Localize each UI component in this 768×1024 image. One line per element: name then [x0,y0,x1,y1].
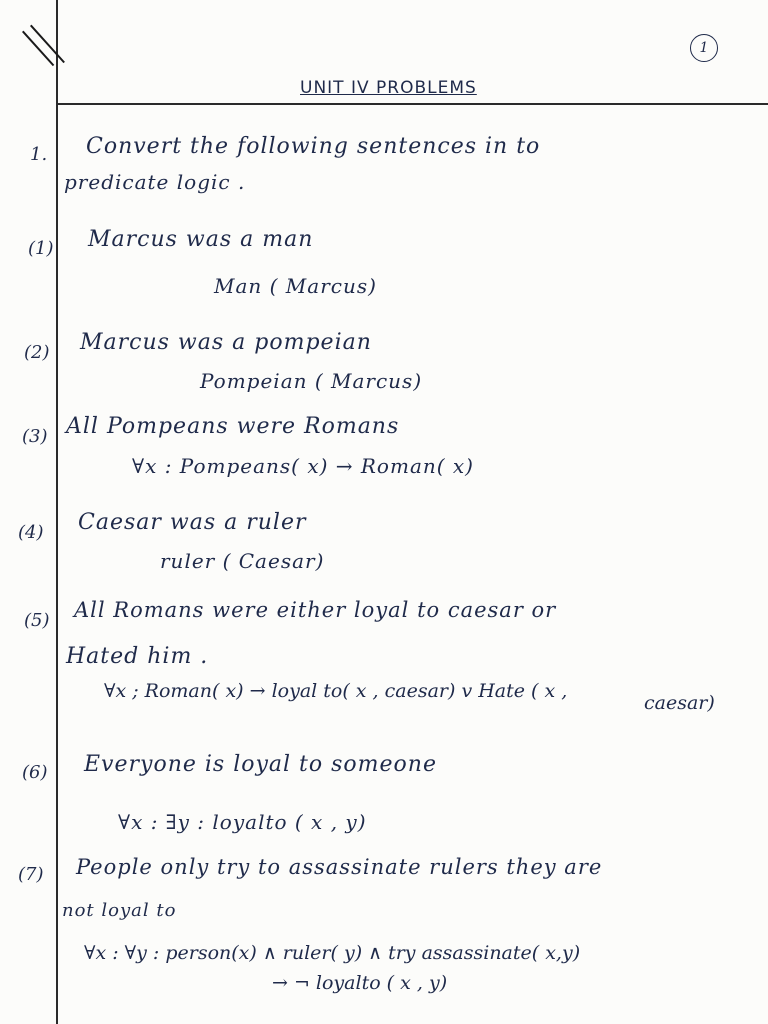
item-sentence-7-line1: People only try to assassinate rulers they are [76,855,603,879]
item-logic-2: Pompeian ( Marcus) [200,369,423,393]
item-logic-7-line2: → ¬ loyalto ( x , y) [272,972,448,994]
item-number-7: (7) [18,864,44,885]
item-sentence-5-line1: All Romans were either loyal to caesar or [74,598,557,622]
item-logic-5-line2: caesar) [644,692,715,714]
item-logic-3: ∀x : Pompeans( x) → Roman( x) [132,454,474,478]
item-sentence-3: All Pompeans were Romans [66,414,400,439]
item-number-1: (1) [28,238,54,259]
item-logic-5-line1: ∀x ; Roman( x) → loyal to( x , caesar) v Hate ( x , [104,680,568,702]
problem-number: 1. [30,144,48,165]
item-number-2: (2) [24,342,50,363]
problem-text-line1: Convert the following sentences in to [86,134,541,159]
item-number-4: (4) [18,522,44,543]
item-sentence-4: Caesar was a ruler [78,510,307,535]
item-logic-6: ∀x : ∃y : loyalto ( x , y) [118,810,367,834]
page-number: 1 [690,34,718,62]
item-sentence-1: Marcus was a man [88,227,314,252]
item-sentence-2: Marcus was a pompeian [80,330,372,355]
header-rule [56,103,768,105]
item-logic-7-line1: ∀x : ∀y : person(x) ∧ ruler( y) ∧ try assassinate( x,y) [84,942,581,964]
item-number-5: (5) [24,610,50,631]
page-heading: UNIT IV PROBLEMS [300,78,477,98]
item-logic-4: ruler ( Caesar) [160,549,325,573]
margin-line [56,0,58,1024]
item-number-6: (6) [22,762,48,783]
item-sentence-5-line2: Hated him . [66,644,209,669]
item-logic-1: Man ( Marcus) [214,274,377,298]
item-sentence-7-line2: not loyal to [62,900,177,921]
item-number-3: (3) [22,426,48,447]
problem-text-line2: predicate logic . [64,170,246,194]
item-sentence-6: Everyone is loyal to someone [84,752,437,777]
